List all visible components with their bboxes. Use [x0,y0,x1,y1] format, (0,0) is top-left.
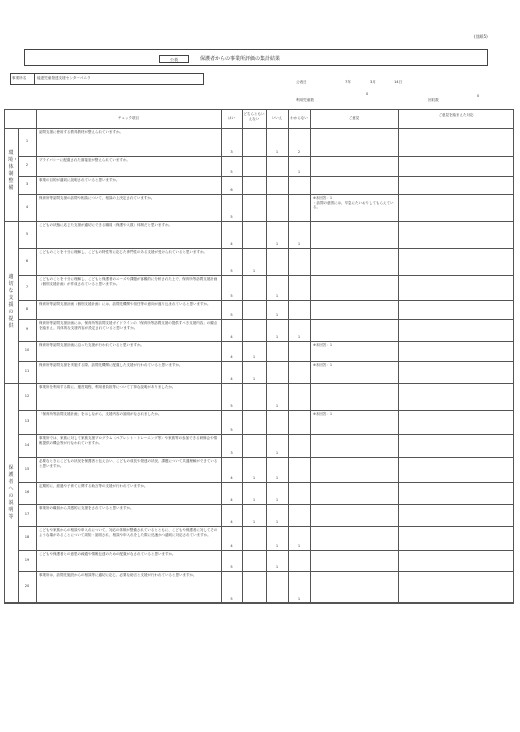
row-question: 保育所等訪問支援を実施する際、訪問先機関に配慮した支援が行われていると思いますか。 [39,363,183,367]
row-number: 3 [25,182,29,186]
section-line [4,221,18,222]
row-question: 事業所を利用する際に、運営規程、利用者負担等について丁寧な説明がありましたか。 [39,385,176,389]
office-label: 事業所名 [12,76,27,80]
row-question: こどものことを十分に理解し、こどもと保護者のニーズや課題が客観的に分析された上で、保育所等訪問支援計画（個別支援計画）が作成されていると思いますか。 [39,277,218,286]
row-number: 7 [25,284,29,289]
office-name: 能達児童発達支援センターパニラ [37,76,91,80]
table-border-top [4,109,514,110]
count-neither: 1 [252,377,256,381]
count-yes: 4 [230,377,233,381]
count-yes: 4 [230,335,233,339]
row-line [18,341,514,342]
row-question: 事業所の職員から共感的に支援をされていると思いますか。 [39,506,134,510]
header-actions: ご意見を踏まえた対応 [438,113,474,117]
row-line [18,361,514,362]
count-neither: 1 [252,498,256,502]
table-col-line [398,109,399,603]
count-yes: 5 [230,170,233,174]
row-line [18,156,514,157]
document-number: (別紙5) [474,34,488,39]
row-opinion: ※未回答：1 [313,363,333,367]
row-line [18,275,514,276]
row-number: 19 [24,557,30,562]
evaluation-table [4,109,514,603]
row-line [18,410,514,411]
table-col-line [288,109,289,603]
count-unknown: 1 [297,242,301,246]
row-line [18,457,514,458]
publish-date-month: 3月 [370,80,376,84]
row-number: 20 [24,584,30,588]
section-label: 保護者への説明等 [8,465,14,520]
row-question: 「保育所等訪問支援計画」を示しながら、支援内容の説明がなされましたか。 [39,412,162,416]
header-opinions: ご意見 [348,116,360,120]
row-question: 定期的に、経過や子育てに関する助言等の支援が行われていますか。 [39,484,148,488]
row-question: 保育所等訪問支援計画には、保育所等訪問支援ガイドラインの「保育所等訪問支援の提供すべき支援内容」の観点を踏まえ、具体的な支援内容が設定されていると思いますか。 [39,321,218,330]
row-opinion: ※未回答：1 [313,412,333,416]
row-opinion: ※未回答：1 ・訪問の意図には、早急にたいおりしてもらえている。 [313,196,394,210]
count-yes: 4 [230,544,233,548]
count-neither: 1 [252,520,256,524]
row-line [18,571,514,572]
table-border-right [513,109,514,603]
header-bottom-line [4,128,514,129]
count-yes: 4 [230,476,233,480]
count-no: 1 [275,335,279,339]
section-line [4,603,18,604]
count-yes: 5 [230,565,233,569]
count-yes: 4 [230,498,233,502]
row-number: 5 [25,231,29,236]
row-line [18,176,514,177]
count-yes: 5 [230,428,233,432]
count-yes: 5 [230,404,233,408]
row-line [18,504,514,505]
row-number: 17 [24,512,30,516]
page-title: 保護者からの事業所評価の集計結果 [200,56,281,62]
count-yes: 4 [230,355,233,359]
count-unknown: 1 [297,335,301,339]
table-col-line [18,128,19,603]
count-yes: 5 [230,313,233,317]
count-yes: 5 [230,269,233,273]
row-line [18,434,514,435]
row-question: 事業所では、家族に対して家族支援プログラム（ペアレント・トレーニング等）や家族等の参加できる研修会や情報提供の機会等が行なわれていますか。 [39,436,218,445]
count-no: 1 [275,242,279,246]
row-question: 保育所等訪問支援計画（個別支援計画）には、訪問先機関や担任等の意向が盛り込まれていると思いますか。 [39,302,211,306]
header-yes: はい [228,116,235,120]
row-number: 14 [24,442,30,447]
publish-date-year: 7年 [345,80,351,84]
row-line [18,300,514,301]
count-no: 1 [275,498,279,502]
row-line [18,319,514,320]
count-no: 1 [275,451,279,455]
row-number: 1 [25,139,29,143]
count-neither: 1 [252,269,256,273]
public-tag: 公表 [159,55,189,63]
count-unknown: 1 [297,170,301,174]
row-opinion: ※未回答：1 [313,343,333,347]
row-number: 11 [24,369,30,373]
row-number: 6 [25,258,29,263]
row-number: 12 [24,393,30,398]
row-line [18,221,514,222]
count-neither: 1 [252,355,256,359]
row-question: 保育所等訪問支援の訪問や相談について、相談の上決定されていますか。 [39,196,155,200]
count-no: 1 [275,544,279,548]
row-question: 訪問支援に使用する教具教材が整えられていますか。 [39,130,123,134]
count-yes: 4 [230,520,233,524]
count-unknown: 1 [297,544,301,548]
section-label: 環境・体制整備 [8,150,19,191]
count-unknown: 1 [297,597,301,601]
header-no: いいえ [271,116,283,120]
families-label: 利用児童数 [296,98,314,102]
row-number: 18 [24,535,30,539]
section-line [4,383,18,384]
row-number: 4 [25,204,29,209]
count-no: 1 [275,520,279,524]
row-question: 必要なときにこどもの状況を保護者と伝え合い、こどもの成長や発達の状況、課題について共通理解ができていると思いますか。 [39,459,218,468]
row-question: プライバシーに配慮された面接室が整えられていますか。 [39,158,130,162]
count-no: 1 [275,150,279,154]
count-no: 1 [275,404,279,408]
row-line [18,482,514,483]
office-info-divider [34,73,35,85]
row-number: 16 [24,490,30,494]
row-question: 保育所等訪問支援計画に沿った支援が行われていると思いますか。 [39,343,144,347]
row-number: 2 [25,163,29,167]
count-no: 1 [275,294,279,298]
count-unknown: 2 [297,150,301,154]
row-line [18,248,514,249]
count-yes: 5 [230,597,233,601]
count-no: 1 [275,313,279,317]
header-neither: どちらともいえない [243,112,265,121]
count-yes: 5 [230,215,233,219]
row-line [18,550,514,551]
row-number: 8 [25,306,29,311]
count-yes: 3 [230,451,233,455]
row-line [18,194,514,195]
row-number: 13 [24,419,30,423]
row-number: 9 [25,327,29,331]
responses-label: 回収数 [428,98,439,102]
row-number: 15 [24,466,30,471]
section-label: 適切な支援の提供 [8,274,14,329]
row-line [18,603,514,604]
row-question: こどもや保護者との意思の疎通や情報伝達のための配慮がなされていると思いますか。 [39,552,176,556]
header-unknown: わからない [290,116,308,120]
table-col-line [310,109,311,603]
table-col-line [266,109,267,603]
responses-value: 0 [477,94,480,98]
count-yes: 6 [230,188,233,192]
count-yes: 3 [230,150,233,154]
count-yes: 4 [230,242,233,246]
row-line [18,383,514,384]
row-question: こどものことを十分に理解し、こどもの特性等に応じた専門性のある支援が受けられていると思いますか。 [39,250,207,254]
row-question: 事業所は、訪問先施設からの相談等に適切に応じ、必要な助言と支援が行われていると思いますか。 [39,573,197,577]
count-yes: 5 [230,294,233,298]
row-question: こどもや家族からの相談や申入れについて、対応の体制が整備されているとともに、こどもや保護者に対してそのような場があることについて周知・説明され、相談や申入れをした際に迅速かつ適切に対応されていますか。 [39,528,218,537]
table-border-left [4,109,5,603]
families-value: 0 [366,92,369,96]
publish-date-label: 公表日 [296,80,307,84]
publish-date-day: 14日 [394,80,403,84]
row-question: こどもの状態に応じた支援が適切にできる職員（保護や入数）体制だと思いますか。 [39,223,172,227]
count-no: 1 [275,565,279,569]
row-number: 10 [24,348,30,352]
row-line [18,526,514,527]
row-question: 事業の目的が適切に説明されていると思いますか。 [39,178,120,182]
table-col-line [36,109,37,603]
header-check: チェック項目 [118,116,139,120]
count-neither: 1 [252,476,256,480]
count-no: 1 [275,476,279,480]
